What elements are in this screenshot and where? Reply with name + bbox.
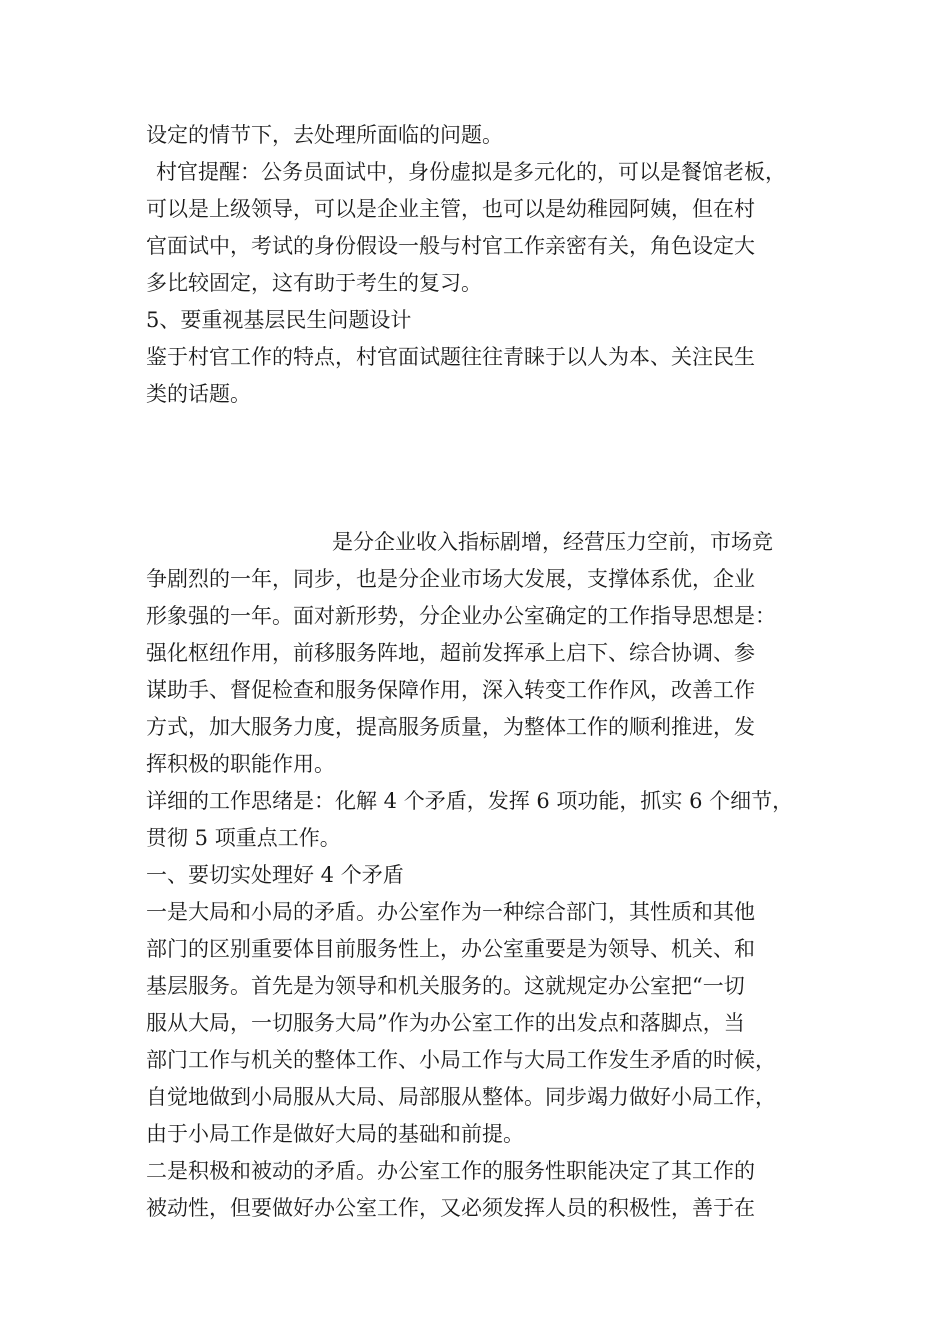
paragraph-line: 被动性，但要做好办公室工作，又必须发挥人员的积极性，善于在	[146, 1196, 755, 1220]
paragraph-line: 二是积极和被动的矛盾。办公室工作的服务性职能决定了其工作的	[146, 1159, 755, 1183]
paragraph-line: 官面试中，考试的身份假设一般与村官工作亲密有关，角色设定大	[146, 234, 755, 258]
section-heading: 一、要切实处理好 4 个矛盾	[146, 863, 404, 887]
paragraph-line: 贯彻 5 项重点工作。	[146, 826, 341, 850]
paragraph-line: 强化枢纽作用，前移服务阵地，超前发挥承上启下、综合协调、参	[146, 641, 755, 665]
paragraph-line: 方式，加大服务力度，提高服务质量，为整体工作的顺利推进，发	[146, 715, 755, 739]
paragraph-line: 形象强的一年。面对新形势，分企业办公室确定的工作指导思想是：	[146, 604, 776, 628]
paragraph-line: 部门的区别重要体目前服务性上，办公室重要是为领导、机关、和	[146, 937, 755, 961]
paragraph-line: 一是大局和小局的矛盾。办公室作为一种综合部门，其性质和其他	[146, 900, 755, 924]
paragraph-line: 由于小局工作是做好大局的基础和前提。	[146, 1122, 524, 1146]
paragraph-line: 挥积极的职能作用。	[146, 752, 335, 776]
paragraph-line: 可以是上级领导，可以是企业主管，也可以是幼稚园阿姨，但在村	[146, 197, 755, 221]
paragraph-line: 鉴于村官工作的特点，村官面试题往往青睐于以人为本、关注民生	[146, 345, 755, 369]
paragraph-line: 争剧烈的一年，同步，也是分企业市场大发展，支撑体系优，企业	[146, 567, 755, 591]
section-heading: 5、要重视基层民生问题设计	[146, 308, 412, 332]
text-section-b	[146, 524, 826, 1227]
paragraph-line: 是分企业收入指标剧增，经营压力空前，市场竞	[332, 530, 773, 554]
paragraph-line: 村官提醒：公务员面试中，身份虚拟是多元化的，可以是餐馆老板，	[156, 160, 786, 184]
paragraph-line: 服从大局，一切服务大局”作为办公室工作的出发点和落脚点，当	[146, 1011, 745, 1035]
text-section-a	[146, 117, 826, 413]
paragraph-line: 自觉地做到小局服从大局、局部服从整体。同步竭力做好小局工作，	[146, 1085, 776, 1109]
paragraph-line: 部门工作与机关的整体工作、小局工作与大局工作发生矛盾的时候，	[146, 1048, 776, 1072]
paragraph-line: 基层服务。首先是为领导和机关服务的。这就规定办公室把“一切	[146, 974, 745, 998]
paragraph-line: 谋助手、督促检查和服务保障作用，深入转变工作作风，改善工作	[146, 678, 755, 702]
paragraph-line: 设定的情节下，去处理所面临的问题。	[146, 123, 503, 147]
paragraph-line: 详细的工作思绪是：化解 4 个矛盾，发挥 6 项功能，抓实 6 个细节，	[146, 789, 794, 813]
paragraph-line: 类的话题。	[146, 382, 251, 406]
paragraph-line: 多比较固定，这有助于考生的复习。	[146, 271, 482, 295]
